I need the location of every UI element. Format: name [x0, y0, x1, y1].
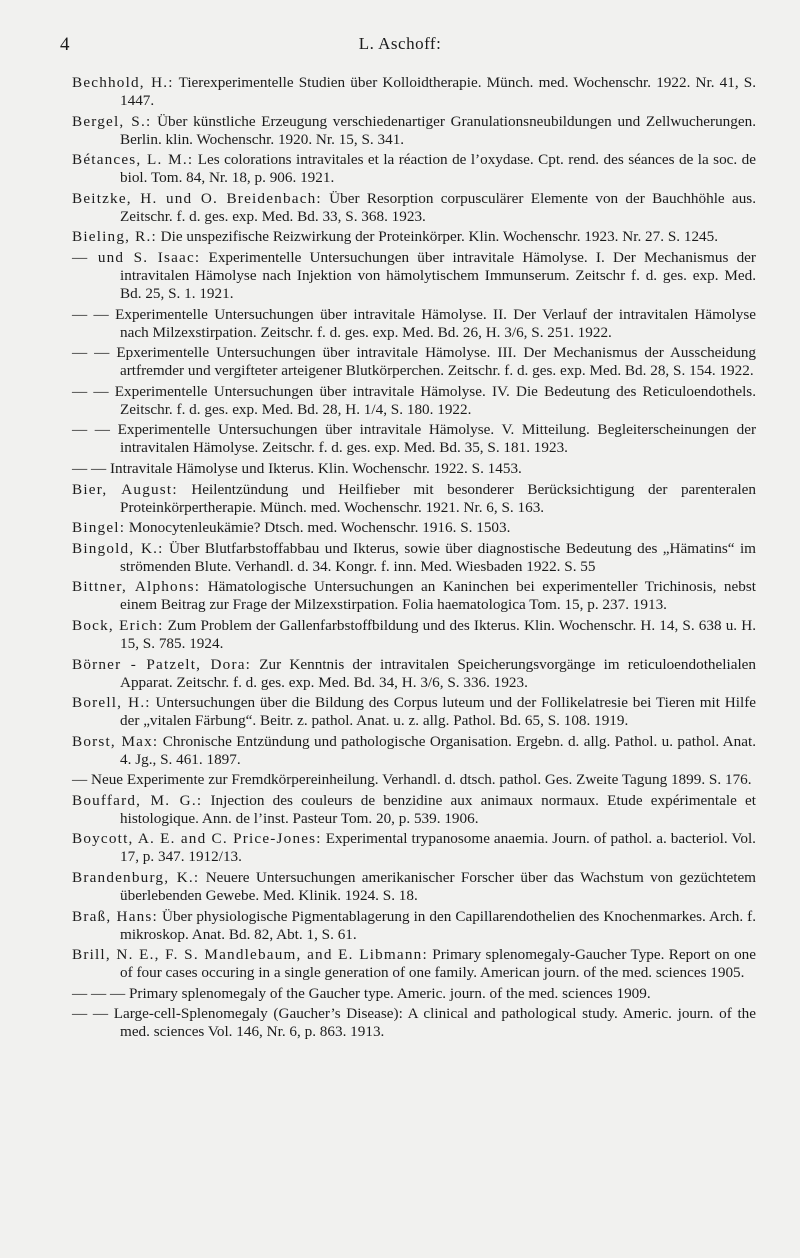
reference-entry: [72, 421, 756, 457]
reference-text: Experimentelle Untersuchungen über intravitale Hämolyse. II. Der Verlauf der intravitalen Hämolyse nach Milzexstirpation. Zeitschr. f. d. ges. exp. Med. Bd. 26, H. 3/6, S. 251. 1922.: [108, 305, 757, 341]
reference-entry: [72, 578, 756, 614]
reference-author: Borell, H.:: [72, 694, 151, 712]
reference-entry: [72, 228, 756, 246]
reference-author: Braß, Hans:: [72, 907, 158, 925]
reference-text: Die unspezifische Reizwirkung der Proteinkörper. Klin. Wochenschr. 1923. Nr. 27. S. 1245.: [156, 228, 719, 246]
reference-text: Experimentelle Untersuchungen über intravitale Hämolyse. V. Mitteilung. Begleiterscheinungen der intravitalen Hämolyse. Zeitschr. f. d. ges. exp. Med. Bd. 35, S. 181. 1923.: [109, 421, 756, 457]
reference-entry: [72, 733, 756, 769]
reference-entry: [72, 74, 756, 110]
reference-text: Zur Kenntnis der intravitalen Speicherungsvorgänge im reticuloendothelialen Apparat. Zeitschr. f. d. ges. exp. Med. Bd. 34, H. 3/6, S. 336. 1923.: [120, 655, 756, 691]
reference-author: — —: [72, 344, 110, 362]
reference-author: — —: [72, 1005, 109, 1023]
reference-entry: [72, 344, 756, 380]
reference-text: Hämatologische Untersuchungen an Kaninchen bei experimenteller Trichinosis, nebst einem Beitrag zur Frage der Milzexstirpation. Folia haematologica Tom. 15, p. 237. 1913.: [120, 578, 756, 614]
reference-text: Untersuchungen über die Bildung des Corpus luteum und der Follikelatresie bei Tieren mit Hilfe der „vitalen Färbung“. Beitr. z. pathol. Anat. u. z. allg. Pathol. Bd. 65, S. 108. 1919.: [120, 694, 756, 730]
reference-entry: [72, 792, 756, 828]
reference-entry: [72, 985, 756, 1003]
reference-author: Bieling, R.:: [72, 228, 157, 246]
reference-text: Les colorations intravitales et la réaction de l’oxydase. Cpt. rend. des séances de la soc. de biol. Tom. 84, Nr. 18, p. 906. 1921.: [120, 151, 756, 187]
running-head: L. Aschoff:: [358, 34, 442, 53]
reference-text: Über künstliche Erzeugung verschiedenartiger Granulationsneubildungen und Zellwucherungen. Berlin. klin. Wochenschr. 1920. Nr. 15, S. 341.: [120, 112, 756, 148]
reference-author: Bouffard, M. G.:: [72, 791, 203, 809]
reference-entry: [72, 151, 756, 187]
reference-text: Primary splenomegaly-Gaucher Type. Report on one of four cases occuring in a single generation of one family. American journ. of the med. sciences 1905.: [120, 946, 756, 982]
reference-text: Chronische Entzündung und pathologische Organisation. Ergebn. d. allg. Pathol. u. pathol. Anat. 4. Jg., S. 461. 1897.: [120, 732, 757, 768]
reference-entry: [72, 113, 756, 149]
reference-text: Experimentelle Untersuchungen über intravitale Hämolyse. I. Der Mechanismus der intravitalen Hämolyse nach Injektion von hämolytischem Immunserum. Zeitschr f. d. ges. exp. Med. Bd. 25, S. 1. 1921.: [120, 248, 756, 302]
reference-text: Tierexperimentelle Studien über Kolloidtherapie. Münch. med. Wochenschr. 1922. Nr. 41, S. 1447.: [120, 74, 756, 109]
reference-author: Bétances, L. M.:: [72, 151, 194, 169]
reference-text: Neuere Untersuchungen amerikanischer Forscher über das Wachstum von gezüchtetem überlebenden Gewebe. Med. Klinik. 1924. S. 18.: [120, 869, 756, 905]
reference-entry: [72, 908, 756, 944]
reference-author: Börner - Patzelt, Dora:: [72, 655, 252, 673]
reference-entry: [72, 869, 756, 905]
reference-text: Epxerimentelle Untersuchungen über intravitale Hämolyse. III. Der Mechanismus der Ausscheidung artfremder und vergifteter arteigener Blutkörperchen. Zeitschr. f. d. ges. exp. Med. Bd. 28, S. 154. 1922.: [109, 344, 756, 380]
reference-author: — —: [72, 421, 110, 439]
reference-text: Intravitale Hämolyse und Ikterus. Klin. Wochenschr. 1922. S. 1453.: [106, 459, 522, 477]
reference-entry: [72, 771, 756, 789]
reference-author: Bergel, S.:: [72, 112, 152, 130]
reference-entry: [72, 1005, 756, 1041]
reference-entry: [72, 249, 756, 303]
reference-text: Zum Problem der Gallenfarbstoffbildung und des Ikterus. Klin. Wochenschr. H. 14, S. 638 u. H. 15, S. 785. 1924.: [120, 616, 756, 652]
reference-entry: [72, 460, 756, 478]
reference-entry: [72, 540, 756, 576]
reference-author: Bingold, K.:: [72, 539, 164, 557]
reference-text: Large-cell-Splenomegaly (Gaucher’s Disease): A clinical and pathological study. Americ. journ. of the med. sciences Vol. 146, Nr. 6, p. 863. 1913.: [108, 1005, 757, 1041]
reference-text: Über Blutfarbstoffabbau und Ikterus, sowie über diagnostische Bedeutung des „Hämatins“ im strömenden Blute. Verhandl. d. 34. Kongr. f. inn. Med. Wiesbaden 1922. S. 55: [120, 539, 756, 575]
reference-text: Über physiologische Pigmentablagerung in den Capillarendothelien des Knochenmarkes. Arch. f. mikroskop. Anat. Bd. 82, Abt. 1, S. 61.: [120, 907, 757, 943]
reference-author: Bingel:: [72, 519, 126, 537]
reference-list: [72, 74, 756, 1044]
reference-author: Bock, Erich:: [72, 616, 164, 634]
reference-entry: [72, 306, 756, 342]
reference-text: Injection des couleurs de benzidine aux animaux normaux. Etude expérimentale et histologique. Ann. de l’inst. Pasteur Tom. 20, p. 539. 1906.: [120, 791, 756, 827]
reference-entry: [72, 383, 756, 419]
page-header: [0, 32, 800, 58]
reference-text: Neue Experimente zur Fremdkörpereinheilung. Verhandl. d. dtsch. pathol. Ges. Zweite Tagung 1899. S. 176.: [87, 771, 752, 789]
reference-text: Experimental trypanosome anaemia. Journ. of pathol. a. bacteriol. Vol. 17, p. 347. 1912/13.: [120, 830, 756, 866]
reference-text: Experimentelle Untersuchungen über intravitale Hämolyse. IV. Die Bedeutung des Reticuloendothels. Zeitschr. f. d. ges. exp. Med. Bd. 28, H. 1/4, S. 180. 1922.: [108, 382, 757, 418]
reference-entry: [72, 830, 756, 866]
reference-author: — und S. Isaac:: [72, 248, 201, 266]
reference-author: Borst, Max:: [72, 732, 159, 750]
reference-author: Bechhold, H.:: [72, 74, 174, 91]
reference-text: Monocytenleukämie? Dtsch. med. Wochenschr. 1916. S. 1503.: [125, 519, 511, 537]
reference-entry: [72, 656, 756, 692]
reference-text: Über Resorption corpusculärer Elemente von der Bauchhöhle aus. Zeitschr. f. d. ges. exp. Med. Bd. 33, S. 368. 1923.: [120, 189, 756, 225]
page-number: 4: [60, 34, 70, 55]
reference-entry: [72, 481, 756, 517]
reference-entry: [72, 190, 756, 226]
reference-author: Beitzke, H. und O. Breidenbach:: [72, 189, 322, 207]
reference-text: Heilentzündung und Heilfieber mit besonderer Berücksichtigung der parenteralen Proteinkörpertherapie. Münch. med. Wochenschr. 1921. Nr. 6, S. 163.: [120, 480, 756, 516]
reference-author: —: [72, 771, 88, 789]
reference-author: — —: [72, 459, 107, 477]
reference-entry: [72, 519, 756, 537]
reference-author: — —: [72, 305, 109, 323]
reference-entry: [72, 617, 756, 653]
reference-author: Brandenburg, K.:: [72, 869, 200, 887]
reference-author: — —: [72, 382, 109, 400]
reference-author: — — —: [72, 984, 126, 1002]
reference-author: Brill, N. E., F. S. Mandlebaum, and E. Libmann:: [72, 946, 428, 964]
reference-text: Primary splenomegaly of the Gaucher type. Americ. journ. of the med. sciences 1909.: [125, 984, 651, 1002]
reference-author: Bier, August:: [72, 480, 178, 498]
reference-entry: [72, 694, 756, 730]
reference-author: Boycott, A. E. and C. Price-Jones:: [72, 830, 322, 848]
reference-entry: [72, 946, 756, 982]
reference-author: Bittner, Alphons:: [72, 578, 201, 596]
